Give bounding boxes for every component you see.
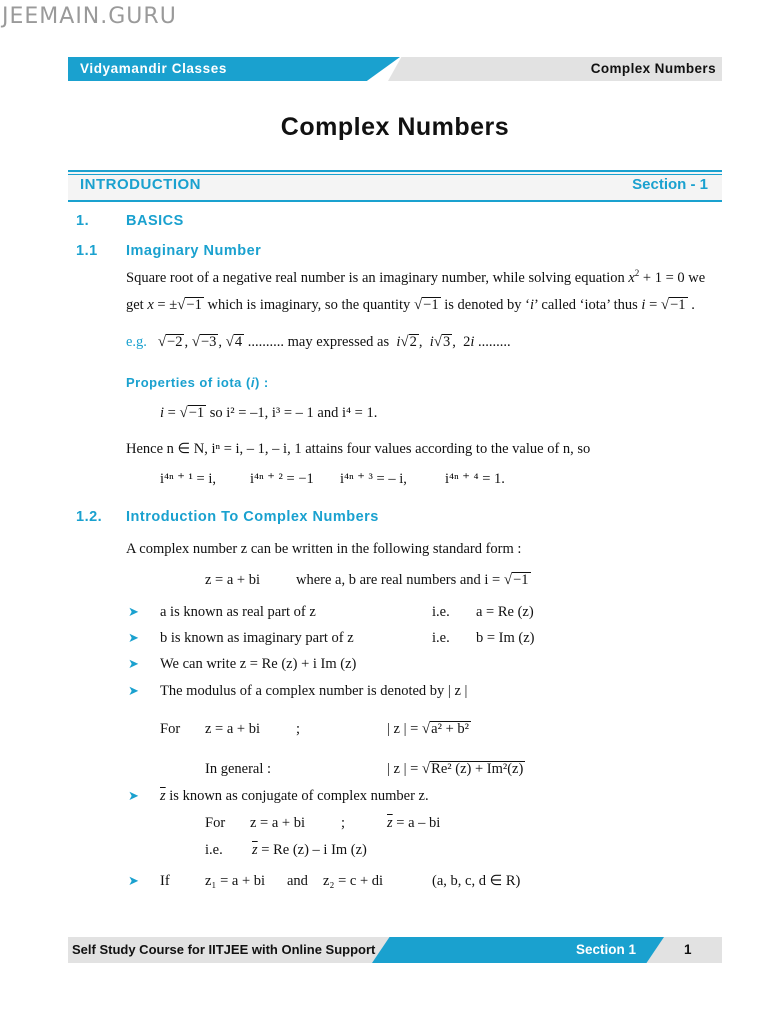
modulus-for: For xyxy=(160,721,181,737)
heading-1-1-number: 1.1 xyxy=(76,243,98,259)
conjugate-ie: i.e. xyxy=(205,842,223,858)
footer-page-number: 1 xyxy=(684,942,692,957)
bullet-if-z1: z₁ = a + bi xyxy=(205,873,266,889)
modulus-for-eq: z = a + bi xyxy=(205,721,261,737)
heading-1-1-text: Imaginary Number xyxy=(126,243,262,259)
heading-1-2-number: 1.2. xyxy=(76,509,103,525)
properties-line: i = √−1 so i² = –1, i³ = – 1 and i⁴ = 1. xyxy=(160,405,378,421)
heading-1-2-text: Introduction To Complex Numbers xyxy=(126,509,379,525)
header-chapter: Complex Numbers xyxy=(590,61,716,76)
conjugate-for: For xyxy=(205,815,226,831)
bullet-if-z2: z₂ = c + di xyxy=(323,873,384,889)
bullet-conjugate: $\overline{z}$ is known as conjugate of complex number z. xyxy=(160,788,429,804)
standard-form: z = a + bi xyxy=(205,572,261,588)
bullet-if-set: (a, b, c, d ∈ R) xyxy=(432,873,521,889)
bullet-modulus: The modulus of a complex number is denoted by | z | xyxy=(160,683,468,699)
section-bar-title: INTRODUCTION xyxy=(80,176,201,193)
power-1: i⁴ⁿ ⁺ ¹ = i, xyxy=(160,471,216,487)
bullet-imag-part-eq: b = Im (z) xyxy=(476,630,535,646)
modulus-semicolon: ; xyxy=(296,721,301,737)
conjugate-ie-formula: $\overline{z} = Re$ (z) – i Im (z) xyxy=(252,842,367,858)
conjugate-for-eq: z = a + bi xyxy=(250,815,306,831)
bullet-real-part: a is known as real part of z xyxy=(160,604,316,620)
bullet-real-part-ie: i.e. xyxy=(432,604,450,620)
section-bar-number: Section - 1 xyxy=(632,176,708,193)
modulus-formula: | z | = √a² + b² xyxy=(387,721,469,737)
hence-line: Hence n ∈ N, iⁿ = i, – 1, – i, 1 attains four values according to the value of n, so xyxy=(126,441,591,457)
footer-course: Self Study Course for IITJEE with Online Support xyxy=(72,942,376,957)
bullet-real-part-eq: a = Re (z) xyxy=(476,604,534,620)
bullet-arrow-icon: ➤ xyxy=(128,789,139,804)
paragraph-imaginary-2: get x = ±√−1 which is imaginary, so the quantity √−1 is denoted by ‘i’ called ‘iota’ thus i = √−1 . xyxy=(126,297,695,313)
bullet-arrow-icon: ➤ xyxy=(128,605,139,620)
bullet-if-and: and xyxy=(287,873,308,889)
bullet-imag-part-ie: i.e. xyxy=(432,630,450,646)
bullet-write: We can write z = Re (z) + i Im (z) xyxy=(160,656,357,672)
power-3: i⁴ⁿ ⁺ ³ = – i, xyxy=(340,471,407,487)
general-label: In general : xyxy=(205,761,272,777)
bullet-arrow-icon: ➤ xyxy=(128,874,139,889)
general-formula: | z | = √Re² (z) + Im²(z) xyxy=(387,761,524,777)
standard-form-where: where a, b are real numbers and i = √−1 xyxy=(296,572,529,588)
properties-heading: Properties of iota (i) : xyxy=(126,375,269,390)
power-2: i⁴ⁿ ⁺ ² = −1 xyxy=(250,471,314,487)
watermark: JEEMAIN.GURU xyxy=(2,4,177,29)
bullet-if: If xyxy=(160,873,170,889)
page-title: Complex Numbers xyxy=(280,113,510,141)
paragraph-imaginary-1: Square root of a negative real number is an imaginary number, while solving equation $x^2 + 1 = 0$ we xyxy=(126,268,706,286)
header-institute: Vidyamandir Classes xyxy=(80,61,227,76)
bullet-imag-part: b is known as imaginary part of z xyxy=(160,630,354,646)
heading-1-text: BASICS xyxy=(126,213,184,229)
footer-section: Section 1 xyxy=(576,942,637,957)
bullet-arrow-icon: ➤ xyxy=(128,631,139,646)
complex-intro: A complex number z can be written in the following standard form : xyxy=(126,541,522,557)
bullet-arrow-icon: ➤ xyxy=(128,684,139,699)
example-line: e.g. √−2 , √−3 , √4 .......... may expressed as i√2 , i√3 , 2i ......... xyxy=(126,334,511,350)
power-4: i⁴ⁿ ⁺ ⁴ = 1. xyxy=(445,471,505,487)
conjugate-semicolon: ; xyxy=(341,815,346,831)
heading-1-number: 1. xyxy=(76,213,90,229)
bullet-arrow-icon: ➤ xyxy=(128,657,139,672)
conjugate-formula: $\overline{z} = a$ – bi xyxy=(387,815,441,831)
